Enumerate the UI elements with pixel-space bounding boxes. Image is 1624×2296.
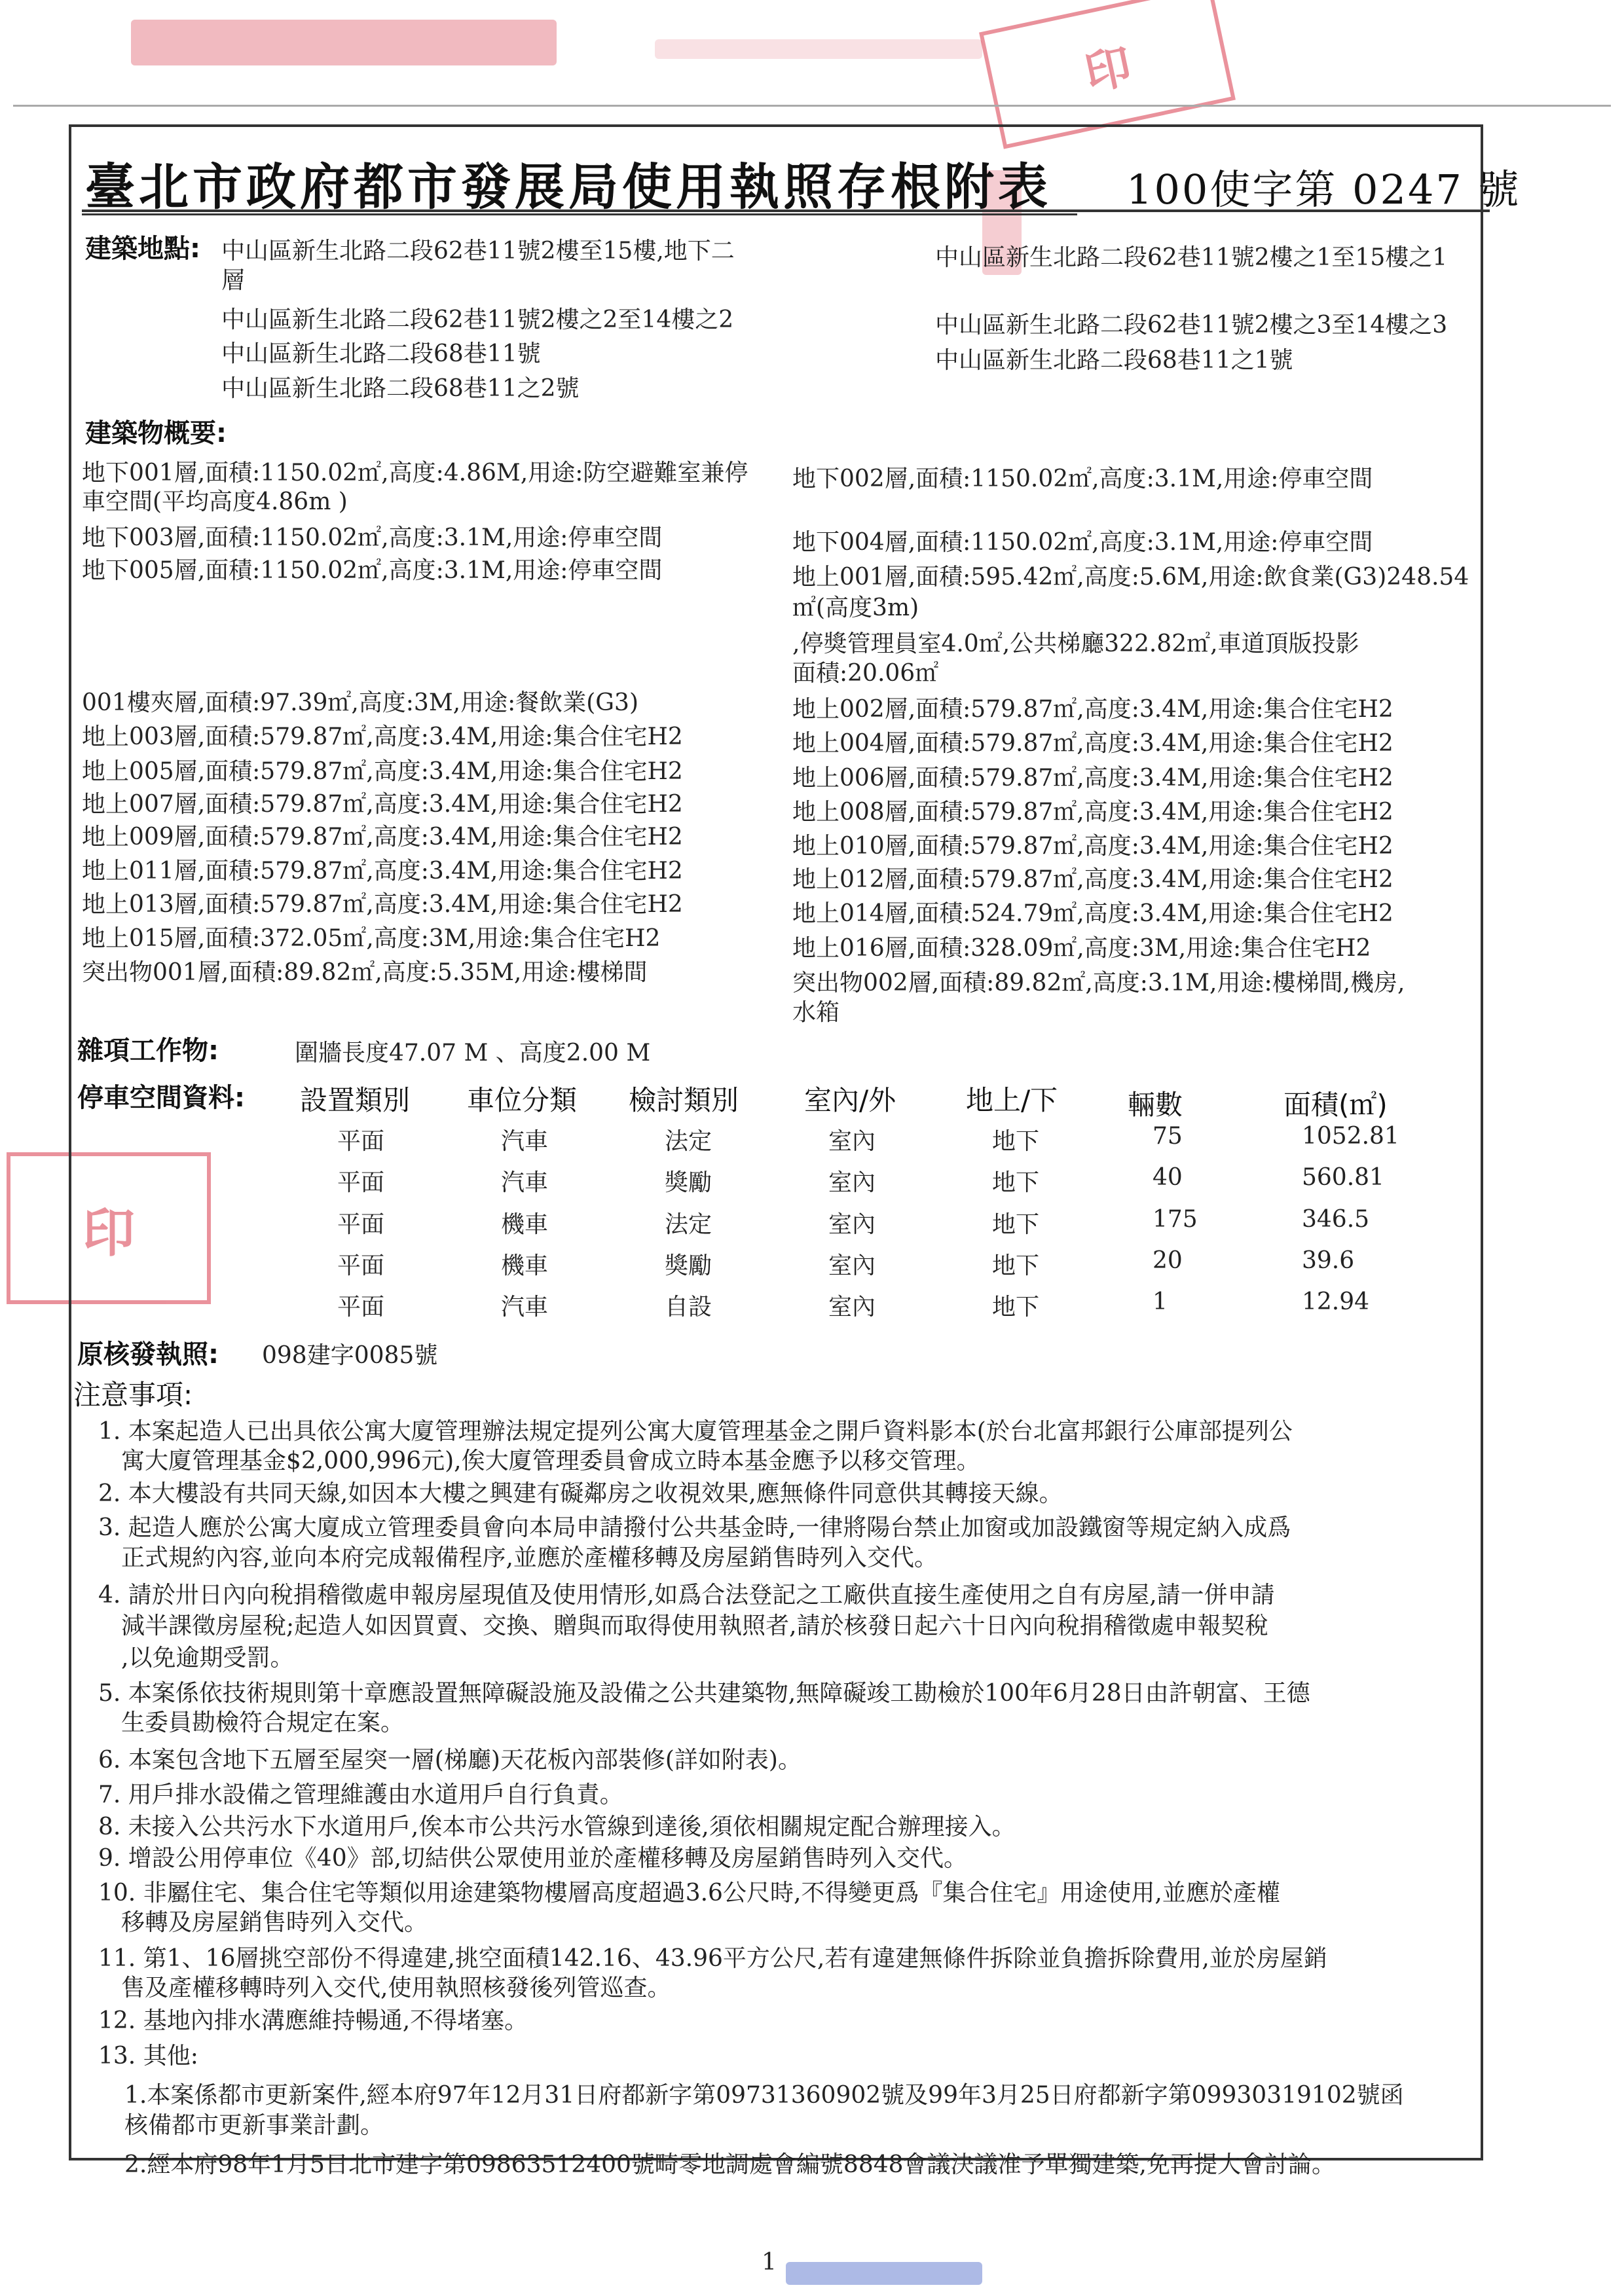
parking-cell: 175 — [1153, 1206, 1198, 1233]
parking-cell: 室內 — [828, 1294, 876, 1321]
parking-cell: 地下 — [992, 1169, 1040, 1196]
overview-left-line: 地上013層,面積:579.87㎡,高度:3.4M,用途:集合住宅H2 — [82, 891, 683, 918]
overview-right-line: ㎡(高度3m) — [792, 594, 919, 621]
overview-left-line: 地上011層,面積:579.87㎡,高度:3.4M,用途:集合住宅H2 — [82, 858, 683, 884]
overview-right-line: 面積:20.06㎡ — [792, 660, 939, 687]
original-permit-value: 098建字0085號 — [262, 1342, 438, 1369]
location-left-line: 中山區新生北路二段68巷11之2號 — [221, 375, 580, 402]
location-label: 建築地點: — [85, 234, 200, 264]
note-line: 13. 其他: — [98, 2043, 198, 2069]
overview-left-line: 地下001層,面積:1150.02㎡,高度:4.86M,用途:防空避難室兼停 — [82, 460, 748, 486]
overview-right-line: 地上014層,面積:524.79㎡,高度:3.4M,用途:集合住宅H2 — [792, 900, 1393, 927]
overview-right-line: 地上006層,面積:579.87㎡,高度:3.4M,用途:集合住宅H2 — [792, 765, 1393, 792]
parking-cell: 機車 — [501, 1252, 549, 1279]
parking-cell: 室內 — [828, 1128, 876, 1155]
note-line: ,以免逾期受罰。 — [121, 1645, 294, 1671]
title-underline — [82, 213, 1077, 215]
parking-cell: 1 — [1153, 1288, 1168, 1315]
parking-label: 停車空間資料: — [77, 1083, 245, 1113]
parking-header-cell: 設置類別 — [300, 1084, 411, 1116]
overview-right-line: 水箱 — [792, 999, 840, 1026]
parking-cell: 汽車 — [501, 1294, 549, 1321]
overview-left-line: 地上007層,面積:579.87㎡,高度:3.4M,用途:集合住宅H2 — [82, 791, 683, 818]
location-left-line: 層 — [221, 267, 246, 294]
location-right-line: 中山區新生北路二段62巷11號2樓之3至14樓之3 — [935, 312, 1448, 338]
note-line: 正式規約內容,並向本府完成報備程序,並應於產權移轉及房屋銷售時列入交代。 — [121, 1544, 938, 1571]
location-left-line: 中山區新生北路二段62巷11號2樓之2至14樓之2 — [221, 306, 734, 333]
overview-left-line: 突出物001層,面積:89.82㎡,高度:5.35M,用途:樓梯間 — [82, 959, 648, 986]
location-right-line: 中山區新生北路二段68巷11之1號 — [935, 347, 1293, 374]
note-line: 核備都市更新事業計劃。 — [124, 2112, 384, 2139]
parking-header-cell: 地上/下 — [966, 1084, 1058, 1116]
parking-cell: 地下 — [992, 1211, 1040, 1238]
parking-cell: 地下 — [992, 1294, 1040, 1321]
note-line: 生委員勘檢符合規定在案。 — [121, 1709, 405, 1736]
note-line: 減半課徵房屋稅;起造人如因買賣、交換、贈與而取得使用執照者,請於核發日起六十日內向稅捐稽徵處申報契稅 — [121, 1613, 1268, 1639]
parking-cell: 75 — [1153, 1123, 1183, 1150]
parking-cell: 獎勵 — [665, 1252, 712, 1279]
red-stamp-mark-top-left — [131, 20, 557, 65]
parking-cell: 室內 — [828, 1211, 876, 1238]
parking-cell: 560.81 — [1302, 1164, 1384, 1191]
note-line: 2. 本大樓設有共同天線,如因本大樓之興建有礙鄰房之收視效果,應無條件同意供其轉接天線。 — [98, 1480, 1063, 1507]
overview-right-line: 地上004層,面積:579.87㎡,高度:3.4M,用途:集合住宅H2 — [792, 730, 1393, 757]
parking-cell: 平面 — [337, 1169, 385, 1196]
note-line: 5. 本案係依技術規則第十章應設置無障礙設施及設備之公共建築物,無障礙竣工勘檢於100年6月28日由許朝富、王德 — [98, 1680, 1310, 1707]
overview-left-line: 地上005層,面積:579.87㎡,高度:3.4M,用途:集合住宅H2 — [82, 758, 683, 785]
note-line: 1. 本案起造人已出具依公寓大廈管理辦法規定提列公寓大廈管理基金之開戶資料影本(於台北富邦銀行公庫部提列公 — [98, 1418, 1293, 1445]
overview-left-line: 地上009層,面積:579.87㎡,高度:3.4M,用途:集合住宅H2 — [82, 824, 683, 850]
blue-stamp-mark-bottom — [786, 2262, 982, 2285]
overview-left-line: 地上015層,面積:372.05㎡,高度:3M,用途:集合住宅H2 — [82, 925, 661, 952]
parking-cell: 法定 — [665, 1211, 712, 1238]
overview-right-line: ,停獎管理員室4.0㎡,公共梯廳322.82㎡,車道頂版投影 — [792, 630, 1359, 657]
parking-cell: 40 — [1153, 1164, 1183, 1191]
note-line: 8. 未接入公共污水下水道用戶,俟本市公共污水管線到達後,須依相關規定配合辦理接入。 — [98, 1813, 1016, 1840]
parking-cell: 室內 — [828, 1252, 876, 1279]
overview-left-line: 地下005層,面積:1150.02㎡,高度:3.1M,用途:停車空間 — [82, 557, 663, 584]
red-seal-icon-top-right: 印 — [979, 0, 1236, 149]
overview-right-line: 地上008層,面積:579.87㎡,高度:3.4M,用途:集合住宅H2 — [792, 799, 1393, 826]
top-rule — [13, 105, 1611, 107]
parking-cell: 平面 — [337, 1252, 385, 1279]
parking-cell: 地下 — [992, 1252, 1040, 1279]
red-stamp-mark-top-mid — [655, 39, 982, 59]
location-right-line: 中山區新生北路二段62巷11號2樓之1至15樓之1 — [935, 244, 1448, 271]
parking-cell: 地下 — [992, 1128, 1040, 1155]
overview-right-line: 地上016層,面積:328.09㎡,高度:3M,用途:集合住宅H2 — [792, 935, 1371, 962]
note-line: 3. 起造人應於公寓大廈成立管理委員會向本局申請撥付公共基金時,一律將陽台禁止加窗或加設鐵窗等規定納入成爲 — [98, 1514, 1291, 1541]
overview-right-line: 地上002層,面積:579.87㎡,高度:3.4M,用途:集合住宅H2 — [792, 696, 1393, 723]
parking-cell: 獎勵 — [665, 1169, 712, 1196]
parking-cell: 12.94 — [1302, 1288, 1370, 1315]
parking-cell: 自設 — [665, 1294, 712, 1321]
parking-cell: 平面 — [337, 1211, 385, 1238]
parking-header-cell: 檢討類別 — [629, 1084, 739, 1116]
overview-right-line: 地上012層,面積:579.87㎡,高度:3.4M,用途:集合住宅H2 — [792, 866, 1393, 893]
overview-left-line: 地下003層,面積:1150.02㎡,高度:3.1M,用途:停車空間 — [82, 524, 663, 551]
overview-left-line: 地上003層,面積:579.87㎡,高度:3.4M,用途:集合住宅H2 — [82, 723, 683, 750]
overview-right-line: 突出物002層,面積:89.82㎡,高度:3.1M,用途:樓梯間,機房, — [792, 970, 1405, 996]
parking-cell: 20 — [1153, 1247, 1183, 1274]
parking-cell: 汽車 — [501, 1169, 549, 1196]
note-line: 6. 本案包含地下五層至屋突一層(梯廳)天花板內部裝修(詳如附表)。 — [98, 1747, 802, 1774]
note-line: 12. 基地內排水溝應維持暢通,不得堵塞。 — [98, 2007, 528, 2034]
overview-left-line: 車空間(平均高度4.86m ) — [82, 488, 348, 515]
overview-left-line: 001樓夾層,面積:97.39㎡,高度:3M,用途:餐飲業(G3) — [82, 689, 639, 716]
overview-label: 建築物概要: — [85, 418, 227, 448]
note-line: 11. 第1、16層挑空部份不得違建,挑空面積142.16、43.96平方公尺,若有違建無條件拆除並負擔拆除費用,並於房屋銷 — [98, 1945, 1327, 1972]
parking-cell: 法定 — [665, 1128, 712, 1155]
permit-number: 100使字第 0247 號 — [1126, 166, 1521, 213]
page-number: 1 — [762, 2249, 777, 2276]
notes-label: 注意事項: — [73, 1379, 193, 1411]
note-line: 1.本案係都市更新案件,經本府97年12月31日府都新字第09731360902號及99年3月25日府都新字第09930319102號函 — [124, 2082, 1404, 2109]
misc-works-value: 圍牆長度47.07 M 、高度2.00 M — [295, 1040, 651, 1066]
overview-right-line: 地下002層,面積:1150.02㎡,高度:3.1M,用途:停車空間 — [792, 465, 1373, 492]
note-line: 寓大廈管理基金$2,000,996元),俟大廈管理委員會成立時本基金應予以移交管理。 — [121, 1448, 980, 1474]
parking-cell: 346.5 — [1302, 1206, 1370, 1233]
location-left-line: 中山區新生北路二段62巷11號2樓至15樓,地下二 — [221, 238, 735, 264]
misc-works-label: 雜項工作物: — [77, 1036, 219, 1066]
overview-right-line: 地下004層,面積:1150.02㎡,高度:3.1M,用途:停車空間 — [792, 529, 1373, 556]
note-line: 9. 增設公用停車位《40》部,切結供公眾使用並於產權移轉及房屋銷售時列入交代。 — [98, 1845, 968, 1872]
note-line: 2.經本府98年1月5日北市建字第09863512400號畸零地調處會編號8848會議決議准予單獨建築,免再提大會討論。 — [124, 2151, 1335, 2178]
overview-right-line: 地上010層,面積:579.87㎡,高度:3.4M,用途:集合住宅H2 — [792, 833, 1393, 860]
parking-header-cell: 輛數 — [1128, 1089, 1183, 1121]
note-line: 4. 請於卅日內向稅捐稽徵處申報房屋現值及使用情形,如爲合法登記之工廠供直接生產使用之自有房屋,請一併申請 — [98, 1582, 1275, 1609]
note-line: 7. 用戶排水設備之管理維護由水道用戶自行負責。 — [98, 1781, 623, 1808]
title-rule — [82, 210, 1490, 212]
location-left-line: 中山區新生北路二段68巷11號 — [221, 340, 541, 367]
parking-header-cell: 面積(㎡) — [1283, 1089, 1388, 1121]
note-line: 移轉及房屋銷售時列入交代。 — [121, 1909, 428, 1936]
parking-header-cell: 室內/外 — [804, 1084, 896, 1116]
parking-cell: 39.6 — [1302, 1247, 1355, 1274]
parking-cell: 室內 — [828, 1169, 876, 1196]
parking-header-cell: 車位分類 — [467, 1084, 578, 1116]
parking-cell: 平面 — [337, 1128, 385, 1155]
parking-cell: 1052.81 — [1302, 1123, 1399, 1150]
red-seal-icon-left: 印 — [7, 1152, 211, 1304]
original-permit-label: 原核發執照: — [77, 1339, 219, 1370]
note-line: 10. 非屬住宅、集合住宅等類似用途建築物樓層高度超過3.6公尺時,不得變更爲『集合住宅』用途使用,並應於產權 — [98, 1880, 1280, 1906]
parking-cell: 平面 — [337, 1294, 385, 1321]
page-title: 臺北市政府都市發展局使用執照存根附表 — [85, 158, 1052, 216]
parking-cell: 機車 — [501, 1211, 549, 1238]
overview-right-line: 地上001層,面積:595.42㎡,高度:5.6M,用途:飲食業(G3)248.54 — [792, 564, 1469, 591]
note-line: 售及產權移轉時列入交代,使用執照核發後列管巡查。 — [121, 1975, 671, 2001]
parking-cell: 汽車 — [501, 1128, 549, 1155]
